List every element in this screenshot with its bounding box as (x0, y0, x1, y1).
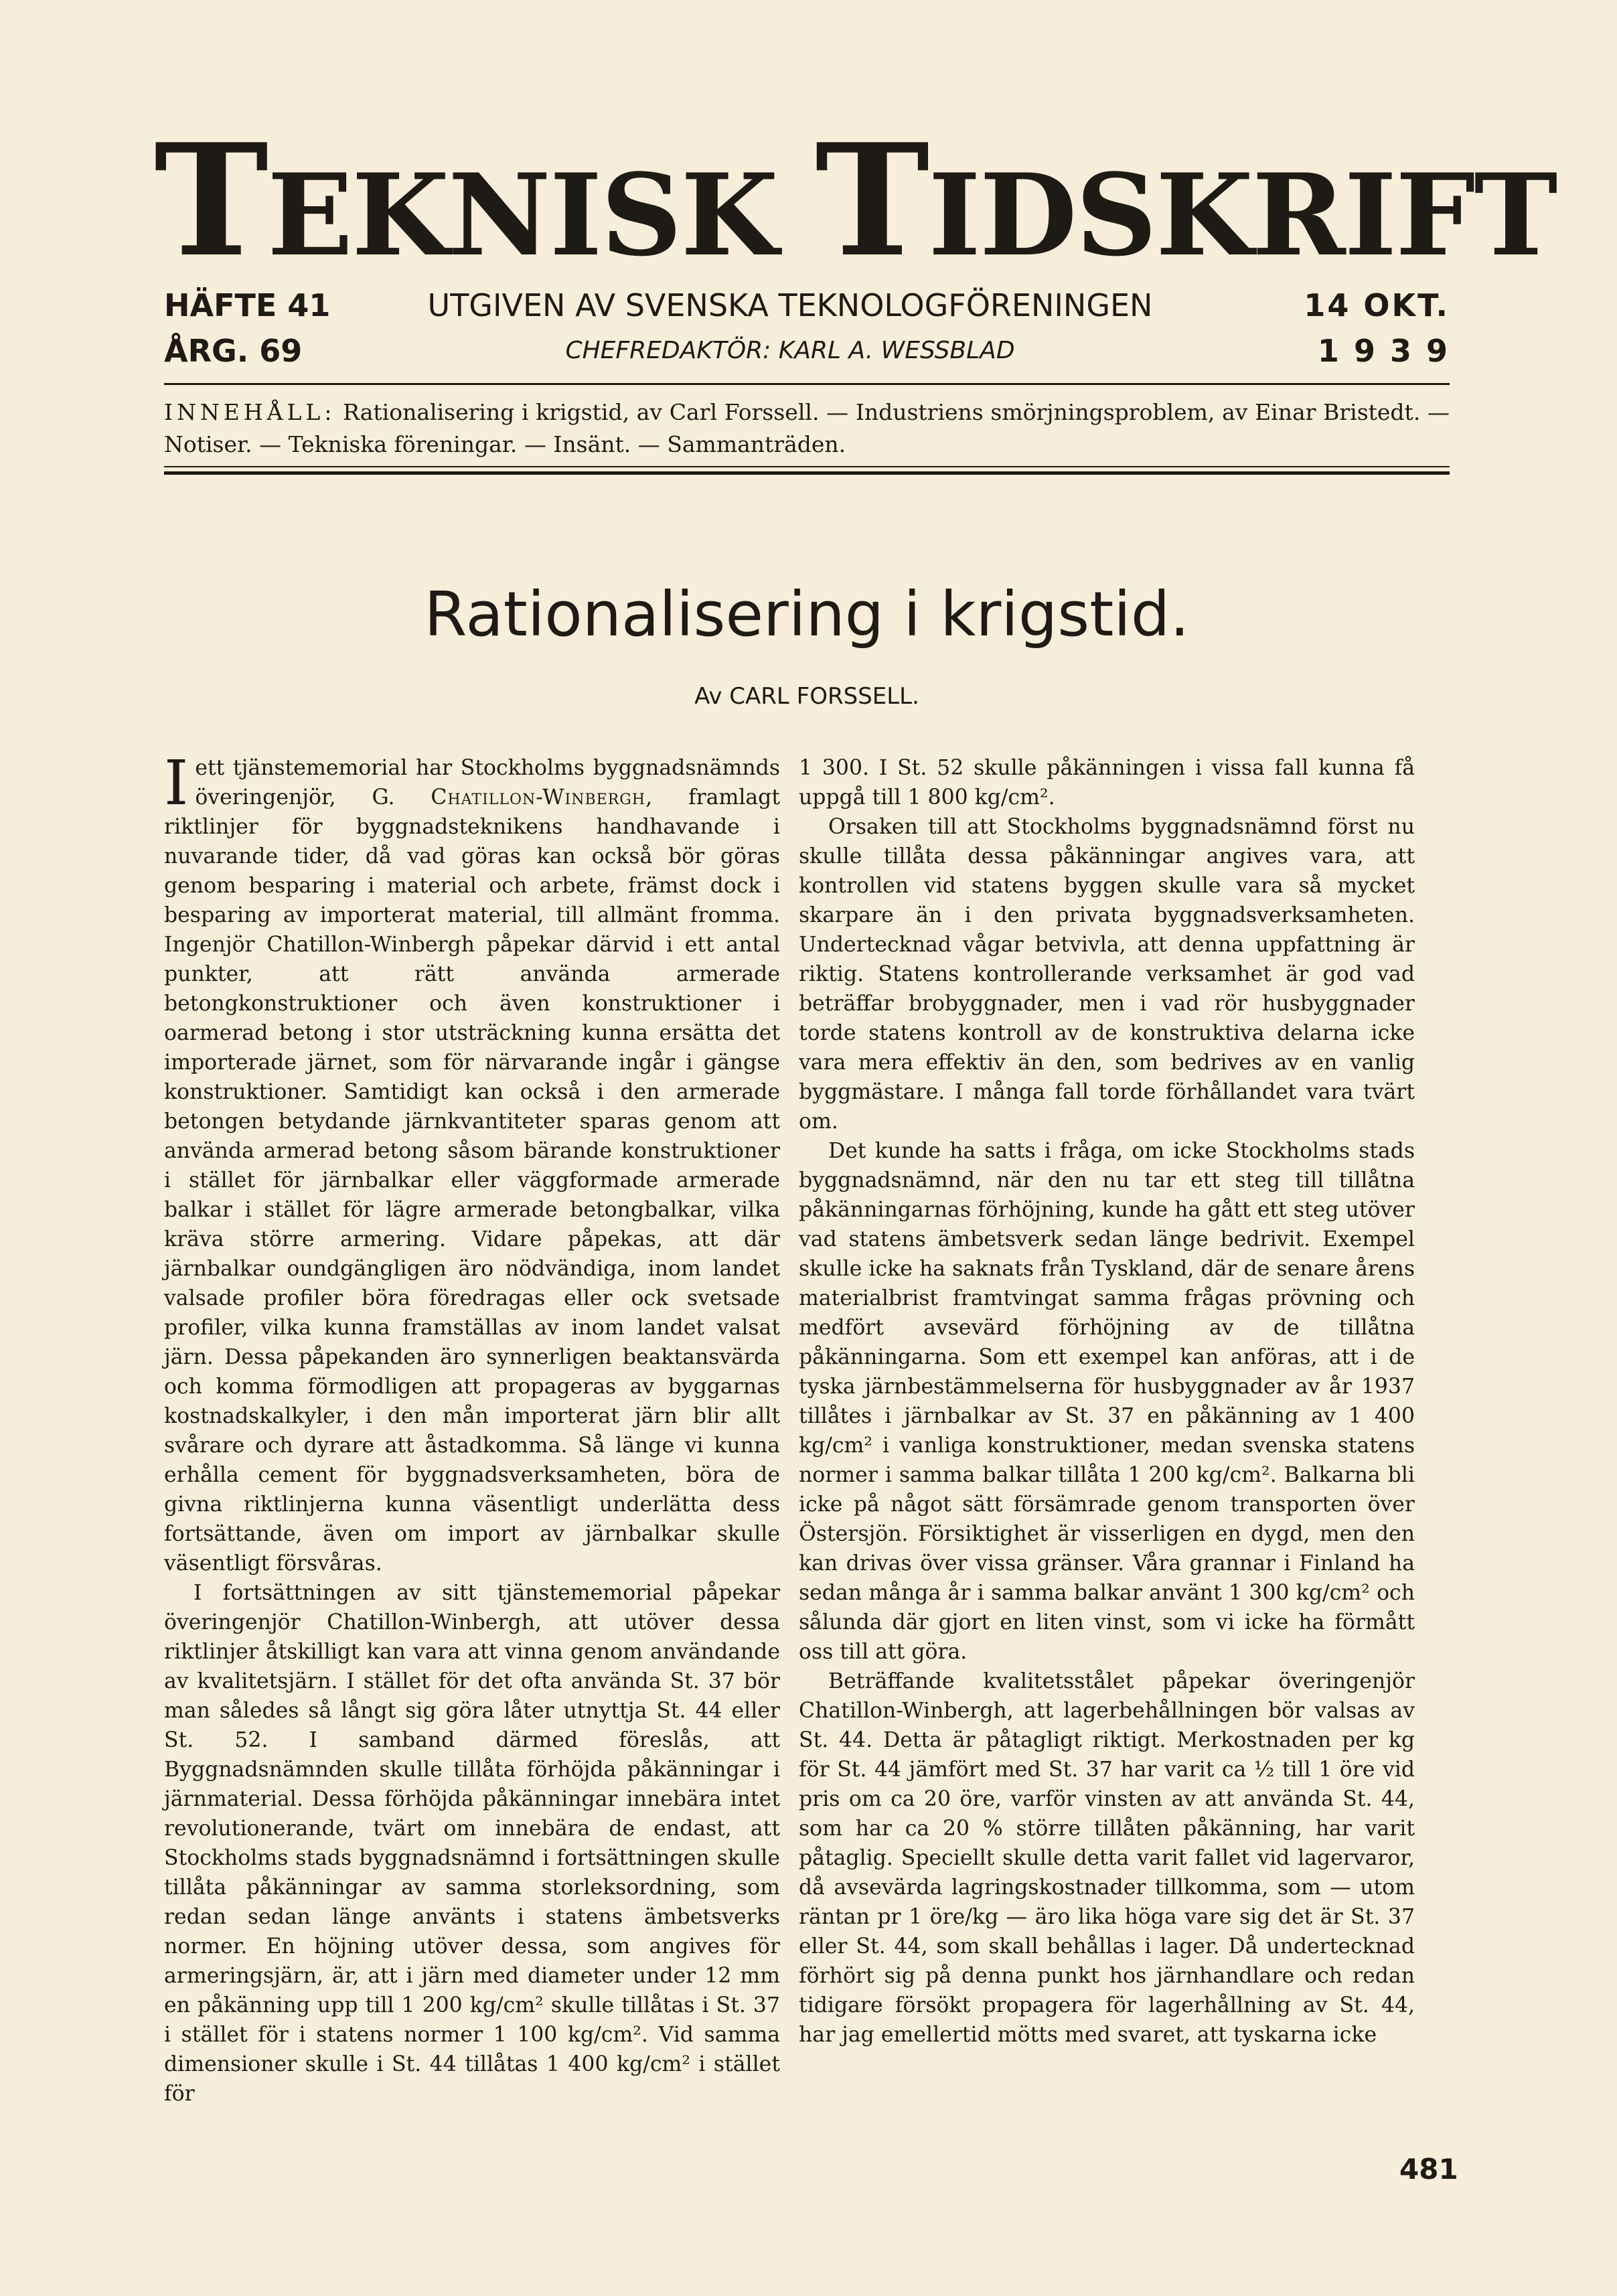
article-column-left (164, 747, 780, 2109)
toc-text: Rationalisering i krigstid, av Carl Forssell. — Industriens smörjningsproblem, av Einar Bristedt. — Notiser. — Tekniska föreningar. — Insänt. — Sammanträden. (164, 399, 1450, 457)
paragraph-5: Det kunde ha satts i fråga, om icke Stockholms stads byggnadsnämnd, när den nu tar ett steg till tillåtna påkänningarnas förhöjning, kunde ha gått ett steg utöver vad statens ämbetsverk sedan länge bedrivit. Exempel skulle icke ha saknats från Tyskland, där de senare årens materialbrist framtvingat samma frågas prövning och medfört avsevärd förhöjning av de tillåtna påkänningarna. Som ett exempel kan anföras, att i de tyska järnbestämmelserna för husbyggnader av år 1937 tillåtes i järnbalkar av St. 37 en påkänning av 1 400 kg/cm² i vanliga konstruktioner, medan svenska statens normer i samma balkar tillåta 1 200 kg/cm². Balkarna bli icke på något sätt försämrade genom transporten över Östersjön. Försiktighet är visserligen en dygd, men den kan drivas över vissa gränser. Våra grannar i Finland ha sedan många år i samma balkar använt 1 300 kg/cm² och sålunda där gjort en liten vinst, som vi icke ha förmått oss till att göra. (799, 1139, 1415, 1664)
paragraph-1-text-a: ett tjänstememorial har Stockholms byggnadsnämnds överingenjör, G. (195, 756, 780, 810)
paragraph-1-text-b: , framlagt riktlinjer för byggnadsteknikens handhavande i nuvarande tider, då vad göras kan också bör göras genom besparing i material och arbete, främst dock i besparing av importerat material, till allmänt fromma. Ingenjör Chatillon-Winbergh påpekar därvid i ett antal punkter, att rätt använda armerade betongkonstruktioner och även konstruktioner i oarmerad betong i stor utsträckning kunna ersätta det importerade järnet, som för närvarande ingår i gängse konstruktioner. Samtidigt kan också i den armerade betongen betydande järnkvantiteter sparas genom att använda armerad betong såsom bärande konstruktioner i stället för järnbalkar eller väggformade armerade balkar i stället för lägre armerade betongbalkar, vilka kräva större armering. Vidare påpekas, att där järnbalkar oundgängligen äro nödvändiga, inom landet valsade profiler böra föredragas eller ock svetsade profiler, vilka kunna framställas av inom landet valsat järn. Dessa påpekanden äro synnerligen beaktansvärda och komma förmodligen att propageras av byggarnas kostnadskalkyler, i den mån importerat järn blir allt svårare och dyrare att åstadkomma. Så länge vi kunna erhålla cement för byggnadsverksamheten, böra de givna riktlinjerna kunna väsentligt underlätta dess fortsättande, även om import av järnbalkar skulle väsentligt försvåras. (164, 785, 780, 1576)
author-name-smallcaps: Chatillon-Winbergh (431, 785, 646, 810)
masthead-word-2: IDSKRIFT (928, 149, 1557, 281)
editor-line: CHEFREDAKTÖR: KARL A. WESSBLAD (565, 337, 1015, 364)
top-rule (164, 383, 1450, 385)
paragraph-2: I fortsättningen av sitt tjänstememorial påpekar överingenjör Chatillon-Winbergh, att utöver dessa riktlinjer åtskilligt kan vara att vinna genom användande av kvalitetsjärn. I stället för det ofta använda St. 37 bör man således så långt sig göra låter utnyttja St. 44 eller St. 52. I samband därmed föreslås, att Byggnadsnämnden skulle tillåta förhöjda påkänningar i järnmaterial. Dessa förhöjda påkänningar innebära intet revolutionerande, tvärt om innebära de endast, att Stockholms stads byggnadsnämnd i fortsättningen skulle tillåta påkänningar av samma storleksordning, som redan sedan länge använts i statens ämbetsverks normer. En höjning utöver dessa, som angives för armeringsjärn, är, att i järn med diameter under 12 mm en påkänning upp till 1 200 kg/cm² skulle tillåtas i St. 37 i stället för i statens normer 1 100 kg/cm². Vid samma dimensioner skulle i St. 44 tillåtas 1 400 kg/cm² i stället för (164, 1581, 780, 2106)
masthead-initial-2: T (815, 110, 929, 291)
toc-rule-2 (164, 471, 1450, 475)
masthead-initial-1: T (154, 110, 268, 291)
paragraph-3: 1 300. I St. 52 skulle påkänningen i vissa fall kunna få uppgå till 1 800 kg/cm². (799, 756, 1415, 810)
paragraph-6: Beträffande kvalitetsstålet påpekar överingenjör Chatillon-Winbergh, att lagerbehållningen bör valsas av St. 44. Detta är påtagligt riktigt. Merkostnaden per kg för St. 44 jämfört med St. 37 har varit ca ½ till 1 öre vid pris om ca 20 öre, varför vinsten av att använda St. 44, som har ca 20 % större tillåten påkänning, har varit påtaglig. Speciellt skulle detta varit fallet vid lagervaror, då avsevärda lagringskostnader tillkomma, som — utom räntan pr 1 öre/kg — äro lika höga vare sig det är St. 37 eller St. 44, som skall behållas i lager. Då undertecknad förhört sig på denna punkt hos järnhandlare och redan tidigare försökt propagera för lagerhållning av St. 44, har jag emellertid mötts med svaret, att tyskarna icke (799, 1669, 1415, 2047)
page-number: 481 (1399, 2153, 1458, 2186)
issue-year: 1 9 3 9 (1317, 333, 1450, 369)
publisher-line: UTGIVEN AV SVENSKA TEKNOLOGFÖRENINGEN (427, 287, 1153, 323)
paragraph-4: Orsaken till att Stockholms byggnadsnämnd först nu skulle tillåta dessa påkänningar angives vara, att kontrollen vid statens byggen skulle vara så mycket skarpare än i den privata byggnadsverksamheten. Undertecknad vågar betvivla, att denna uppfattning är riktig. Statens kontrollerande verksamhet är god vad beträffar brobyggnader, men i vad rör husbyggnader torde statens kontroll av de konstruktiva delarna icke vara mera effektiv än den, som bedrives av en vanlig byggmästare. I många fall torde förhållandet vara tvärt om. (799, 815, 1415, 1134)
article-byline: Av CARL FORSSELL. (694, 683, 919, 710)
article-column-right (799, 753, 1415, 2050)
toc-rule-1 (164, 466, 1450, 467)
table-of-contents (164, 396, 1450, 461)
masthead (154, 110, 1557, 291)
issue-date: 14 OKT. (1304, 287, 1450, 323)
paragraph-1 (164, 747, 780, 1578)
drop-cap: I (164, 747, 189, 819)
toc-label: INNEHÅLL: (164, 399, 336, 425)
year-label: ÅRG. 69 (164, 333, 303, 369)
masthead-word-1: EKNISK (267, 149, 777, 281)
masthead-title (154, 110, 1557, 291)
article-title: Rationalisering i krigstid. (424, 579, 1190, 650)
issue-label: HÄFTE 41 (164, 287, 331, 323)
